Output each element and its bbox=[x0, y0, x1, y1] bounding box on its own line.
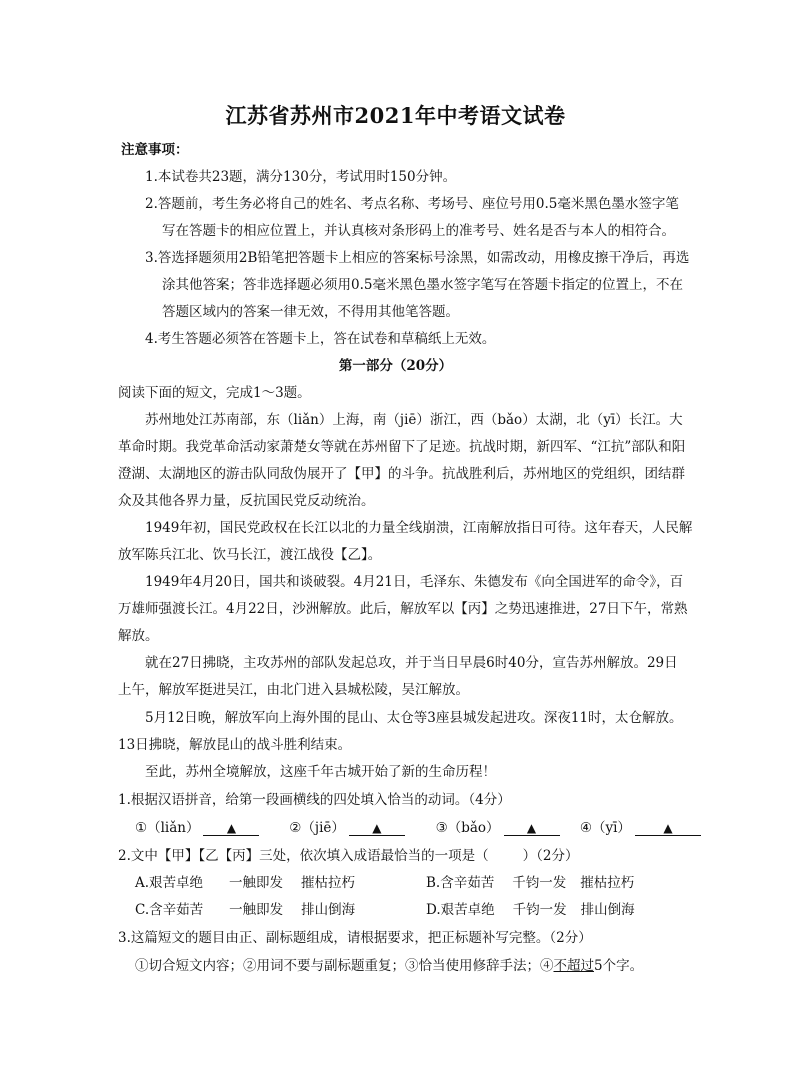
passage-line: 至此，苏州全境解放，这座千年古城开始了新的生命历程！ bbox=[145, 764, 496, 780]
notice-item: 涂其他答案；答非选择题必须用0.5毫米黑色墨水签字笔写在答题卡指定的位置上，不在 bbox=[162, 277, 683, 293]
passage-line: 解放。 bbox=[118, 628, 159, 644]
answer-blank-3: ③（bǎo） ▲ bbox=[436, 818, 576, 838]
answer-blank-2: ②（jiē） ▲ bbox=[289, 818, 431, 838]
option-a: A.艰苦卓绝 一触即发 摧枯拉朽 bbox=[135, 875, 356, 891]
page-title: 江苏省苏州市2021年中考语文试卷 bbox=[225, 103, 566, 128]
option-c: C.含辛茹苦 一触即发 排山倒海 bbox=[135, 902, 356, 918]
passage-line: 放军陈兵江北、饮马长江，渡江战役【乙】。 bbox=[118, 547, 382, 563]
question-3-requirements: ①切合短文内容；②用词不要与副标题重复；③恰当使用修辞手法；④不超过5个字。 bbox=[135, 958, 644, 974]
notice-item: 2.答题前，考生务必将自己的姓名、考点名称、考场号、座位号用0.5毫米黑色墨水签字笔 bbox=[145, 196, 679, 212]
notice-item: 写在答题卡的相应位置上，并认真核对条形码上的准考号、姓名是否与本人的相符合。 bbox=[162, 223, 675, 239]
notice-item: 4.考生答题必须答在答题卡上，答在试卷和草稿纸上无效。 bbox=[145, 331, 496, 347]
passage-line: 13日拂晓，解放昆山的战斗胜利结束。 bbox=[118, 737, 352, 753]
notice-item: 答题区域内的答案一律无效，不得用其他笔答题。 bbox=[162, 304, 459, 320]
passage-line: 万雄师强渡长江。4月22日，沙洲解放。此后，解放军以【丙】之势迅速推进，27日下午，常熟 bbox=[118, 601, 688, 617]
question-2-stem: 2.文中【甲】【乙【丙】三处，依次填入成语最恰当的一项是（ ）（2分） bbox=[118, 848, 579, 864]
passage-line: 就在27日拂晓，主攻苏州的部队发起总攻，并于当日早晨6时40分，宣告苏州解放。29日 bbox=[145, 655, 678, 671]
notice-item: 1.本试卷共23题，满分130分，考试用时150分钟。 bbox=[145, 169, 457, 185]
notice-item: 3.答选择题须用2B铅笔把答题卡上相应的答案标号涂黑，如需改动，用橡皮擦干净后，再选 bbox=[145, 250, 690, 266]
passage-line: 上午，解放军挺进吴江，由北门进入县城松陵，吴江解放。 bbox=[118, 682, 469, 698]
passage-line: 众及其他各界力量，反抗国民党反动统治。 bbox=[118, 493, 375, 509]
question-1-stem: 1.根据汉语拼音，给第一段画横线的四处填入恰当的动词。（4分） bbox=[118, 792, 511, 808]
notice-heading: 注意事项： bbox=[121, 142, 189, 158]
answer-blank-4: ④（yī） ▲ bbox=[580, 818, 701, 838]
question-3-stem: 3.这篇短文的题目由正、副标题组成，请根据要求，把正标题补写完整。（2分） bbox=[118, 930, 592, 946]
passage-line: 革命时期。我党革命活动家萧楚女等就在苏州留下了足迹。抗战时期，新四军、“江抗”部队和阳 bbox=[118, 439, 686, 455]
passage-line: 5月12日晚，解放军向上海外围的昆山、太仓等3座县城发起进攻。深夜11时，太仓解放。 bbox=[145, 710, 683, 726]
part-heading: 第一部分（20分） bbox=[338, 358, 453, 374]
option-b: B.含辛茹苦 千钧一发 摧枯拉朽 bbox=[426, 875, 635, 891]
answer-blank-1: ①（liǎn） ▲ bbox=[135, 818, 285, 838]
question-1-blanks bbox=[135, 818, 701, 838]
passage-line: 苏州地处江苏南部，东（liǎn）上海，南（jiē）浙江，西（bǎo）太湖，北（yī）长江。大 bbox=[145, 412, 683, 428]
passage-line: 1949年4月20日，国共和谈破裂。4月21日，毛泽东、朱德发布《向全国进军的命令》，百 bbox=[145, 574, 684, 590]
option-d: D.艰苦卓绝 千钧一发 排山倒海 bbox=[426, 902, 635, 918]
passage-line: 澄湖、太湖地区的游击队同敌伪展开了【甲】的斗争。抗战胜利后，苏州地区的党组织，团结群 bbox=[118, 466, 685, 482]
reading-intro: 阅读下面的短文，完成1～3题。 bbox=[118, 385, 311, 401]
passage-line: 1949年初，国民党政权在长江以北的力量全线崩溃，江南解放指日可待。这年春天，人民解 bbox=[145, 520, 693, 536]
